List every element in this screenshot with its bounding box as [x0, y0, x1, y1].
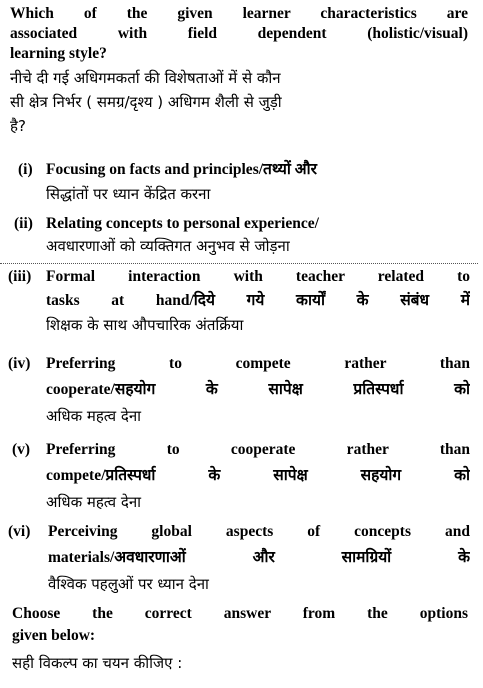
option-line: Formal interaction with teacher related to [46, 268, 470, 285]
option-line: Preferring to cooperate rather than [46, 441, 470, 458]
instruction-english [12, 603, 468, 647]
option-number: (ii) [14, 215, 33, 232]
question-text-english [10, 4, 468, 64]
option-line: Focusing on facts and principles/तथ्यों और [46, 161, 317, 178]
question-line: associated with field dependent (holistic/visual) [10, 25, 468, 42]
question-line-hindi: नीचे दी गई अधिगमकर्ता की विशेषताओं में से कौन [10, 69, 281, 87]
option-line: शिक्षक के साथ औपचारिक अंतर्क्रिया [46, 316, 244, 334]
instruction-line: Choose the correct answer from the options [12, 605, 468, 622]
option-line: अवधारणाओं को व्यक्तिगत अनुभव से जोड़ना [46, 237, 290, 255]
option-line: वैश्विक पहलुओं पर ध्यान देना [48, 575, 209, 593]
question-line-hindi: है? [10, 117, 26, 135]
option-line: materials/अवधारणाओं और सामग्रियों के [48, 549, 470, 566]
option-line: Perceiving global aspects of concepts and [48, 523, 470, 540]
option-line: compete/प्रतिस्पर्धा के सापेक्ष सहयोग को [46, 467, 470, 484]
option-line: Preferring to compete rather than [46, 355, 470, 372]
option-line: अधिक महत्व देना [46, 407, 142, 425]
option-number: (v) [12, 441, 31, 458]
option-number: (vi) [8, 523, 31, 540]
question-text-hindi [10, 66, 470, 138]
option-ii [14, 213, 470, 257]
question-line: Which of the given learner characteristics are [10, 5, 468, 22]
option-vi [8, 519, 470, 597]
option-iv [8, 351, 470, 429]
instruction-line: given below: [12, 627, 96, 644]
option-line: अधिक महत्व देना [46, 493, 142, 511]
option-line: सिद्धांतों पर ध्यान केंद्रित करना [46, 185, 211, 203]
option-line: Relating concepts to personal experience/ [46, 215, 319, 232]
option-line: tasks at hand/दिये गये कार्यों के संबंध में [46, 292, 470, 309]
option-number: (iv) [8, 355, 31, 372]
option-v [12, 437, 470, 515]
instruction-hindi: सही विकल्प का चयन कीजिए : [12, 654, 183, 672]
question-line-hindi: सी क्षेत्र निर्भर ( समग्र/दृश्य ) अधिगम शैली से जुड़ी [10, 93, 282, 111]
option-number: (i) [18, 161, 33, 178]
option-i [18, 158, 468, 206]
option-iii [8, 265, 470, 337]
divider [0, 263, 478, 264]
question-line: learning style? [10, 45, 107, 62]
option-line: cooperate/सहयोग के सापेक्ष प्रतिस्पर्धा को [46, 381, 470, 398]
option-number: (iii) [8, 268, 32, 285]
